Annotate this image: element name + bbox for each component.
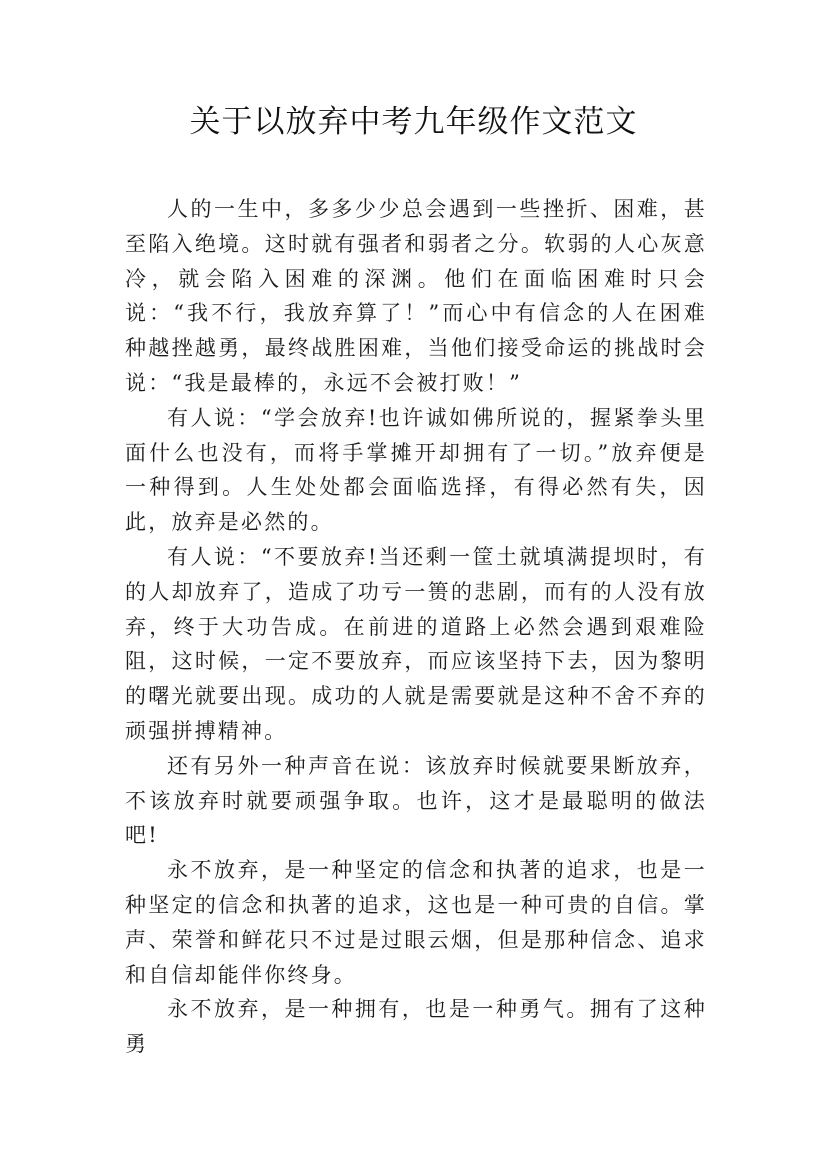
document-title: 关于以放弃中考九年级作文范文 <box>189 104 638 140</box>
paragraph: 永不放弃，是一种坚定的信念和执著的追求，也是一种坚定的信念和执著的追求，这也是一种可贵的自信。掌声、荣誉和鲜花只不过是过眼云烟，但是那种信念、追求和自信却能伴你终身。 <box>125 858 707 987</box>
paragraph: 永不放弃，是一种拥有，也是一种勇气。拥有了这种勇 <box>125 997 707 1057</box>
paragraph: 有人说：“学会放弃!也许诚如佛所说的，握紧拳头里面什么也没有，而将手掌摊开却拥有了一切。”放弃便是一种得到。人生处处都会面临选择，有得必然有失，因此，放弃是必然的。 <box>125 405 707 535</box>
document-body <box>125 192 707 1062</box>
paragraph: 人的一生中，多多少少总会遇到一些挫折、困难，甚至陷入绝境。这时就有强者和弱者之分。软弱的人心灰意冷，就会陷入困难的深渊。他们在面临困难时只会说：“我不行，我放弃算了！”而心中有信念的人在困难种越挫越勇，最终战胜困难，当他们接受命运的挑战时会说：“我是最棒的，永远不会被打败！” <box>125 197 707 395</box>
paragraph: 还有另外一种声音在说：该放弃时候就要果断放弃，不该放弃时就要顽强争取。也许，这才是最聪明的做法吧! <box>125 753 707 848</box>
paragraph: 有人说：“不要放弃!当还剩一筐土就填满提坝时，有的人却放弃了，造成了功亏一篑的悲剧，而有的人没有放弃，终于大功告成。在前进的道路上必然会遇到艰难险阻，这时候，一定不要放弃，而应该坚持下去，因为黎明的曙光就要出现。成功的人就是需要就是这种不舍不弃的顽强拼搏精神。 <box>125 544 707 743</box>
